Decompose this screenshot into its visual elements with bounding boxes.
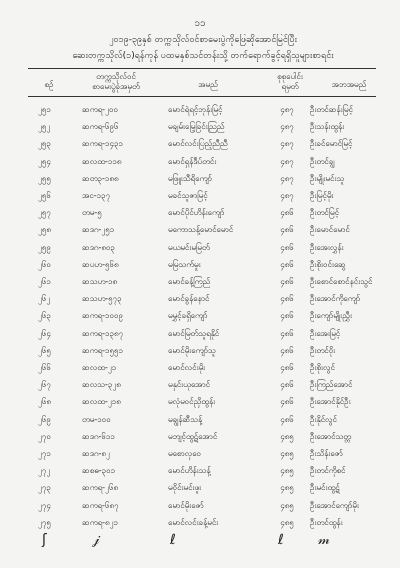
header-name: အမည် xyxy=(198,80,218,89)
cell-grade: ၄၈၅ xyxy=(280,431,294,441)
cell-id: ဆကရ-၆၈၇ xyxy=(82,500,119,510)
cell-no: ၂၅၇ xyxy=(38,208,51,218)
cell-no: ၂၆၁ xyxy=(38,277,51,286)
cell-name: မစောလှဝေ xyxy=(168,449,202,458)
cell-name: မဝိုင်းမင်းဖူး xyxy=(168,483,202,493)
cell-name: မောင်မြတ်သူရနိုင် xyxy=(168,328,220,338)
cell-id: ဆလထ-၁၁၈ xyxy=(82,156,122,166)
cell-id: ဆကရ-၁၅၅၁ xyxy=(82,345,124,355)
cell-no: ၂၅၄ xyxy=(38,156,51,166)
cell-father: ဦးတင်ဝိုး xyxy=(310,345,336,355)
table-row xyxy=(0,517,400,537)
cell-id: ဆကရ-၈၂၁ xyxy=(82,517,119,527)
cell-name: မခင်သူဇာမြင့် xyxy=(168,191,208,200)
cell-id: တမ-၁၀၀ xyxy=(82,414,111,424)
cell-father: ဦးမျိုးမင်းသူ xyxy=(310,173,345,183)
cell-father: ဦးတင်ထွန်း xyxy=(310,517,343,527)
cell-father: ဦးကြည်အောင် xyxy=(310,380,353,390)
signature-2: 𝒿 xyxy=(92,532,100,548)
cell-name: မယမင်းမမြတ် xyxy=(168,242,210,252)
header-top-rule xyxy=(28,68,376,69)
cell-grade: ၄၈၆ xyxy=(280,328,294,338)
cell-id: တမ-၅ xyxy=(82,208,102,218)
cell-grade: ၄၈၇ xyxy=(280,173,294,183)
cell-id: ဆဒဂ-၈၀၃ xyxy=(82,242,115,252)
cell-name: မောင်ဟိန်းသန့် xyxy=(168,466,211,476)
cell-grade: ၄၈၇ xyxy=(280,139,294,149)
cell-no: ၂၇၃ xyxy=(38,483,51,493)
cell-id: ဆကရ-၂၀၀ xyxy=(82,105,118,114)
cell-no: ၂၆၇ xyxy=(38,380,51,390)
cell-no: ၂၅၆ xyxy=(38,191,51,200)
cell-father: ဦးတင်မြင့် xyxy=(310,208,340,218)
cell-id: ဆကရ-၂၆၈ xyxy=(82,483,119,493)
cell-no: ၂၆၀ xyxy=(38,259,51,269)
cell-name: မဖြူးသီရိကျော် xyxy=(168,173,212,183)
cell-id: ဆသဟ-၁၈ xyxy=(82,277,118,286)
cell-grade: ၄၈၅ xyxy=(280,500,294,510)
cell-name: မမွှင့်ခရှိကျော် xyxy=(168,311,208,321)
cell-father: ဦးအောင်ကျော်မိုး xyxy=(310,500,359,510)
cell-father: ဦးအောင်ကိုကျော် xyxy=(310,294,361,304)
cell-name: မချမ်းမြေ့ခြင်းညြည် xyxy=(168,122,225,132)
cell-no: ၂၆၂ xyxy=(38,294,51,304)
cell-father: ဦးစိုးလွင် xyxy=(310,363,335,372)
cell-grade: ၄၈၆ xyxy=(280,345,294,355)
cell-name: မောင်လင်းပြည့်ညီညီ xyxy=(168,139,228,149)
cell-grade: ၄၈၆ xyxy=(280,294,294,304)
cell-father: ဦးစောင်စောင်နင်းသွင် xyxy=(310,277,373,286)
cell-name: မောင်ခွန်နောင် xyxy=(168,294,210,304)
cell-no: ၂၆၃ xyxy=(38,311,51,321)
cell-no: ၂၆၉ xyxy=(38,414,51,424)
cell-grade: ၄၈၆ xyxy=(280,397,294,407)
cell-grade: ၄၈၆ xyxy=(280,259,294,269)
cell-grade: ၄၈၆ xyxy=(280,380,294,390)
cell-name: မောင်မိုးဇော် xyxy=(168,500,204,510)
page-number: ၁၁ xyxy=(194,18,206,29)
signature-5: 𝓂 xyxy=(318,532,330,548)
signature-4: ℓ xyxy=(278,532,284,548)
cell-no: ၂၅၃ xyxy=(38,139,51,149)
header-grade: စုစုပေါင်း ရမှတ် xyxy=(277,72,303,91)
cell-name: မလုံမဝင်ညှိထွန်း xyxy=(168,397,216,407)
cell-grade: ၄၈၆ xyxy=(280,363,294,372)
document-title-line1: ၂၀၁၉-၃၉နှစ် တက္ကသိုလ်ဝင်စာမေးပွဲကိုဖြေဆိုအောင်မြင်ပြီး xyxy=(109,35,297,45)
cell-no: ၂၆၅ xyxy=(38,345,51,355)
cell-father: ဦးအောင်သတ္တ xyxy=(310,431,352,441)
cell-grade: ၄၈၇ xyxy=(280,191,294,200)
cell-grade: ၄၈၇ xyxy=(280,105,294,114)
cell-father: ဦးမင်းထွဋ် xyxy=(310,483,340,493)
cell-father: ဦးတင်ချွ xyxy=(310,156,335,166)
cell-grade: ၄၈၇ xyxy=(280,156,294,166)
cell-grade: ၄၈၅ xyxy=(280,466,294,476)
header-bottom-rule xyxy=(28,96,376,97)
cell-id: ဆဒဂ-၂၅၁ xyxy=(82,225,115,235)
cell-father: ဦးမောင်မောင် xyxy=(310,225,350,235)
cell-id: ဆလထ-၂၁ xyxy=(82,363,117,372)
cell-name: မဘျင့်ထွဋ်အောင် xyxy=(168,431,218,441)
cell-id: ဆတ၃-၁၈၈ xyxy=(82,173,119,183)
cell-father: ဦးကျော်မျိုးညွှီး xyxy=(310,311,352,321)
cell-father: ဦးအေးလွှန်း xyxy=(310,242,344,252)
cell-grade: ၄၈၆ xyxy=(280,414,294,424)
cell-father: ဦးအေးမြင့် xyxy=(310,328,341,338)
cell-id: ဆလသ-၃၂၈ xyxy=(82,380,121,390)
cell-father: ဦးသန်းထွန်း xyxy=(310,122,345,132)
cell-name: မောင်လင်းခန့်မင်း xyxy=(168,517,219,527)
cell-grade: ၄၈၆ xyxy=(280,277,294,286)
header-father: အဘအမည် xyxy=(331,80,367,89)
cell-no: ၂၅၉ xyxy=(38,242,51,252)
cell-grade: ၄၈၆ xyxy=(280,208,294,218)
cell-grade: ၄၈၇ xyxy=(280,122,294,132)
cell-name: မမြသက်မှုး xyxy=(168,259,201,269)
cell-name: မောင်ပိုင်ဟိန်းကျော် xyxy=(168,208,225,218)
cell-grade: ၄၈၅ xyxy=(280,449,294,458)
cell-no: ၂၇၅ xyxy=(38,517,51,527)
cell-father: ဦးအောင်နိုင်ဦး xyxy=(310,397,351,407)
cell-id: ဆကရ-၁၀၀၉ xyxy=(82,311,124,321)
cell-no: ၂၇၄ xyxy=(38,500,51,510)
cell-grade: ၄၈၅ xyxy=(280,517,294,527)
cell-grade: ၄၈၆ xyxy=(280,242,294,252)
cell-id: ဆကရ-၁၃၈၇ xyxy=(82,328,124,338)
cell-no: ၂၆၈ xyxy=(38,397,51,407)
signature-1: ʃ xyxy=(42,532,47,548)
cell-no: ၂၅၁ xyxy=(38,105,51,114)
cell-father: ဦးနိုင်လွင် xyxy=(310,414,337,424)
cell-no: ၂၇၁ xyxy=(38,449,51,458)
cell-id: ဆကရ-၁၄၃၁ xyxy=(82,139,124,149)
cell-id: အင-၁၃၇ xyxy=(82,191,111,200)
cell-father: ဦးတင်ဆန်းမြင့် xyxy=(310,105,353,114)
cell-grade: ၄၈၅ xyxy=(280,483,294,493)
cell-father: ဦးတင်ကိုစင် xyxy=(310,466,346,476)
header-no: စဥ် xyxy=(44,80,54,89)
cell-father: ဦးသိန်းဇော် xyxy=(310,449,343,458)
cell-id: ဆပဟ-၅၆၈ xyxy=(82,259,119,269)
cell-father: ဦးခင်မောင်မြင့် xyxy=(310,139,353,149)
cell-no: ၂၆၆ xyxy=(38,363,51,372)
cell-name: မောင်ရှန်ဒီပ်တင်း xyxy=(168,156,217,166)
cell-name: မချွန်ဆီသန့် xyxy=(168,414,203,424)
cell-id: ဆစဓ-၃၀၁ xyxy=(82,466,116,476)
cell-grade: ၄၈၆ xyxy=(280,311,294,321)
cell-no: ၂၅၅ xyxy=(38,173,51,183)
cell-no: ၂၅၂ xyxy=(38,122,51,132)
cell-name: မောင်ခန့်ကြည် xyxy=(168,277,211,286)
cell-no: ၂၆၄ xyxy=(38,328,51,338)
cell-name: မကောသန့်မောင်မောင် xyxy=(168,225,234,235)
cell-no: ၂၇၀ xyxy=(38,431,51,441)
cell-name: မနှင်းယုအောင် xyxy=(168,380,211,390)
cell-father: ဦးမြင့်မိုး xyxy=(310,191,334,200)
cell-id: ဆလထ-၂၁၈ xyxy=(82,397,121,407)
cell-name: မောင်လင်းမိုး xyxy=(168,363,206,372)
cell-no: ၂၇၂ xyxy=(38,466,51,476)
cell-name: မောင်မိုးကျော်သူ xyxy=(168,345,216,355)
cell-name: မောင်ရဲရင့်ဘုန်းမြင့် xyxy=(168,105,223,114)
header-id: တက္ကသိုလ်ဝင် စာမေးပွဲခုံအမှတ် xyxy=(92,72,140,91)
signature-3: ℓ xyxy=(170,532,176,548)
cell-id: ဆဒဂ-၈၂ xyxy=(82,449,110,458)
cell-grade: ၄၈၆ xyxy=(280,225,294,235)
document-title-line2: ဆေးတက္ကသိုလ်(၁)ရန်ကုန် ပထမနှစ်သင်တန်းသို့ တက်ရောက်ခွင့်ရရှိသူများစာရင်း xyxy=(72,51,334,61)
cell-id: ဆကရ-၆၉၆ xyxy=(82,122,119,132)
cell-id: ဆဒဂ-၆၁၁ xyxy=(82,431,115,441)
cell-father: ဦးစိုးဝင်းဆွေ xyxy=(310,259,346,269)
cell-no: ၂၅၈ xyxy=(38,225,51,235)
cell-id: ဆသဟ-၅၇၃ xyxy=(82,294,122,304)
